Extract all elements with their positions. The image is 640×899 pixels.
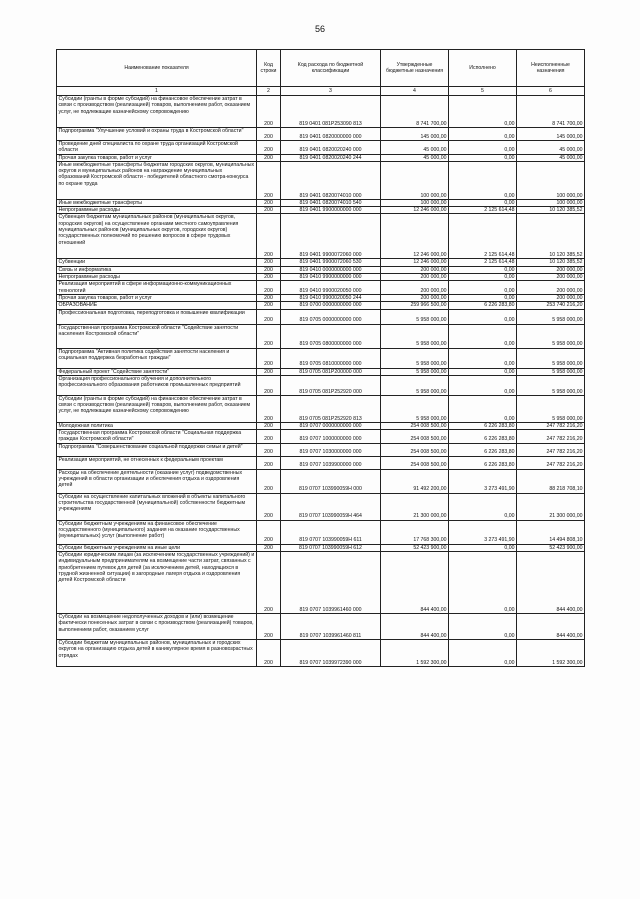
row-code: 200 [257,368,281,375]
executed-amount: 0,00 [449,493,517,520]
executed-amount: 0,00 [449,96,517,128]
table-row [57,544,585,551]
unexecuted-amount: 200 000,00 [517,274,585,281]
unexecuted-amount: 45 000,00 [517,154,585,161]
approved-amount: 844 400,00 [381,552,449,614]
executed-amount: 0,00 [449,368,517,375]
unexecuted-amount: 10 120 385,52 [517,207,585,214]
approved-amount: 200 000,00 [381,266,449,273]
indicator-name: Субвенции [57,259,257,266]
classification-code: 819 0401 9900072060 000 [281,214,381,259]
classification-code: 819 0705 0800000000 000 [281,324,381,348]
unexecuted-amount: 844 400,00 [517,552,585,614]
classification-code: 819 0705 081P252920 813 [281,395,381,422]
executed-amount: 6 226 283,80 [449,430,517,444]
approved-amount: 254 008 500,00 [381,443,449,456]
indicator-name: Иные межбюджетные трансферты [57,199,257,206]
table-row [57,520,585,544]
executed-amount: 6 226 283,80 [449,456,517,469]
unexecuted-amount: 247 782 216,20 [517,443,585,456]
approved-amount: 17 768 300,00 [381,520,449,544]
indicator-name: Организация профессионального обучения и дополнительного профессионального образования работников промышленных предприятий [57,375,257,395]
indicator-name: Субсидии юридическим лицам (за исключением государственных учреждений) и индивидуальным предпринимателям на возмещение части затрат, связанных с приобретением путевок для детей (за исключением детей, находящихся в трудной жизненной ситуации) в загородные лагеря отдыха и оздоровления детей Костромской области [57,552,257,614]
approved-amount: 200 000,00 [381,274,449,281]
unexecuted-amount: 200 000,00 [517,266,585,273]
classification-code: 819 0410 9900000000 000 [281,274,381,281]
approved-amount: 8 741 700,00 [381,96,449,128]
table-body [57,96,585,667]
executed-amount: 0,00 [449,552,517,614]
executed-amount: 0,00 [449,154,517,161]
approved-amount: 254 008 500,00 [381,456,449,469]
unexecuted-amount: 14 494 808,10 [517,520,585,544]
classification-code: 819 0705 081P200000 000 [281,368,381,375]
indicator-name: Связь и информатика [57,266,257,273]
approved-amount: 91 492 200,00 [381,469,449,493]
approved-amount: 45 000,00 [381,141,449,155]
unexecuted-amount: 5 958 000,00 [517,375,585,395]
unexecuted-amount: 8 741 700,00 [517,96,585,128]
approved-amount: 5 958 000,00 [381,324,449,348]
classification-code: 819 0410 9900020050 244 [281,294,381,301]
approved-amount: 12 246 000,00 [381,259,449,266]
row-code: 200 [257,456,281,469]
unexecuted-amount: 247 782 216,20 [517,422,585,429]
table-row [57,324,585,348]
executed-amount: 0,00 [449,375,517,395]
table-row [57,128,585,141]
unexecuted-amount: 145 000,00 [517,128,585,141]
approved-amount: 5 958 000,00 [381,375,449,395]
indicator-name: Субсидии на возмещение недополученных доходов и (или) возмещение фактически понесенных затрат в связи с производством (реализацией) товаров, выполнением работ, оказанием услуг [57,614,257,640]
executed-amount: 0,00 [449,274,517,281]
classification-code: 819 0410 9900020050 000 [281,281,381,295]
row-code: 200 [257,493,281,520]
classification-code: 819 0707 1039961460 811 [281,614,381,640]
executed-amount: 0,00 [449,640,517,667]
table-row [57,443,585,456]
row-code: 200 [257,324,281,348]
row-code: 200 [257,520,281,544]
unexecuted-amount: 88 218 708,10 [517,469,585,493]
approved-amount: 5 958 000,00 [381,368,449,375]
executed-amount: 0,00 [449,348,517,368]
executed-amount: 0,00 [449,141,517,155]
executed-amount: 6 226 283,80 [449,443,517,456]
table-row [57,96,585,128]
classification-code: 819 0401 0820020240 244 [281,154,381,161]
indicator-name: Прочая закупка товаров, работ и услуг [57,154,257,161]
unexecuted-amount: 5 958 000,00 [517,368,585,375]
header-unexecuted: Неисполненные назначения [517,50,585,87]
row-code: 200 [257,443,281,456]
row-code: 200 [257,274,281,281]
indicator-name: Прочая закупка товаров, работ и услуг [57,294,257,301]
row-code: 200 [257,141,281,155]
indicator-name: Государственная программа Костромской области "Социальная поддержка граждан Костромской области" [57,430,257,444]
column-number: 6 [517,87,585,96]
table-row [57,199,585,206]
row-code: 200 [257,266,281,273]
table-row [57,154,585,161]
row-code: 200 [257,294,281,301]
approved-amount: 100 000,00 [381,199,449,206]
table-row [57,348,585,368]
unexecuted-amount: 100 000,00 [517,199,585,206]
table-row [57,552,585,614]
indicator-name: Государственная программа Костромской области "Содействие занятости населения Костромской области" [57,324,257,348]
executed-amount: 0,00 [449,281,517,295]
approved-amount: 1 592 300,00 [381,640,449,667]
table-row [57,309,585,324]
unexecuted-amount: 844 400,00 [517,614,585,640]
classification-code: 819 0707 103990059Н 612 [281,544,381,551]
classification-code: 819 0707 103990059Н 611 [281,520,381,544]
classification-code: 819 0707 1039900000 000 [281,456,381,469]
column-number: 2 [257,87,281,96]
executed-amount: 0,00 [449,266,517,273]
row-code: 200 [257,422,281,429]
executed-amount: 3 273 491,90 [449,469,517,493]
classification-code: 819 0707 1039972390 000 [281,640,381,667]
table-row [57,141,585,155]
header-row-code: Код строки [257,50,281,87]
indicator-name: Субсидии бюджетам муниципальных районов, муниципальных и городских округов на организацию отдыха детей в каникулярное время в разновозрастных отрядах [57,640,257,667]
indicator-name: Субсидии (гранты в форме субсидий) на финансовое обеспечение затрат в связи с производством (реализацией) товаров, выполнением работ, оказанием услуг, не подлежащие казначейскому сопровождению [57,395,257,422]
executed-amount: 3 273 491,90 [449,520,517,544]
column-number: 4 [381,87,449,96]
unexecuted-amount: 100 000,00 [517,161,585,199]
table-row [57,430,585,444]
header-classification-code: Код расхода по бюджетной классификации [281,50,381,87]
indicator-name: Подпрограмма "Совершенствование социальной поддержки семьи и детей" [57,443,257,456]
executed-amount: 6 226 283,80 [449,422,517,429]
table-row [57,281,585,295]
classification-code: 819 0707 103990059Н 000 [281,469,381,493]
indicator-name: Профессиональная подготовка, переподготовка и повышение квалификации [57,309,257,324]
header-indicator-name: Наименование показателя [57,50,257,87]
unexecuted-amount: 52 423 900,00 [517,544,585,551]
classification-code: 819 0707 0000000000 000 [281,422,381,429]
table-row [57,214,585,259]
unexecuted-amount: 200 000,00 [517,281,585,295]
row-code: 200 [257,207,281,214]
table-row [57,456,585,469]
row-code: 200 [257,154,281,161]
page-number: 56 [314,24,325,34]
indicator-name: Реализация мероприятий, не отнесенных к федеральным проектам [57,456,257,469]
indicator-name: Федеральный проект "Содействие занятости" [57,368,257,375]
unexecuted-amount: 10 120 385,52 [517,259,585,266]
approved-amount: 844 400,00 [381,614,449,640]
indicator-name: Субсидии на осуществление капитальных вложений в объекты капитального строительства государственной (муниципальной) собственности бюджетным учреждениям [57,493,257,520]
executed-amount: 2 125 614,48 [449,207,517,214]
approved-amount: 145 000,00 [381,128,449,141]
classification-code: 819 0401 9900072060 530 [281,259,381,266]
unexecuted-amount: 5 958 000,00 [517,309,585,324]
approved-amount: 5 958 000,00 [381,348,449,368]
classification-code: 819 0707 1000000000 000 [281,430,381,444]
executed-amount: 0,00 [449,161,517,199]
column-number-row [57,87,585,96]
executed-amount: 0,00 [449,309,517,324]
classification-code: 819 0707 1039961460 000 [281,552,381,614]
indicator-name: Субсидии бюджетным учреждениям на финансовое обеспечение государственного (муниципального) задания на оказание государственных (муниципальных) услуг (выполнение работ) [57,520,257,544]
column-number: 5 [449,87,517,96]
approved-amount: 100 000,00 [381,161,449,199]
indicator-name: Субсидии бюджетным учреждениям на иные цели [57,544,257,551]
header-row [57,50,585,87]
table-row [57,640,585,667]
classification-code: 819 0707 1030000000 000 [281,443,381,456]
row-code: 200 [257,348,281,368]
unexecuted-amount: 1 592 300,00 [517,640,585,667]
table-row [57,266,585,273]
classification-code: 819 0401 9900000000 000 [281,207,381,214]
header-executed: Исполнено [449,50,517,87]
table-row [57,274,585,281]
indicator-name: ОБРАЗОВАНИЕ [57,302,257,309]
indicator-name: Субвенция бюджетам муниципальных районов (муниципальных округов, городских округов) на осуществление органами местного самоуправления муниципальных районов (муниципальных округов, городских округов) государственных полномочий по решению вопросов в сфере трудовых отношений [57,214,257,259]
column-number: 1 [57,87,257,96]
column-number: 3 [281,87,381,96]
approved-amount: 5 958 000,00 [381,395,449,422]
classification-code: 819 0705 0000000000 000 [281,309,381,324]
approved-amount: 5 958 000,00 [381,309,449,324]
executed-amount: 0,00 [449,199,517,206]
approved-amount: 259 966 500,00 [381,302,449,309]
indicator-name: Иные межбюджетные трансферты бюджетам городских округов, муниципальных округов и муниципальных районов на награждение муниципальных образований Костромской области - победителей областного смотра-конкурса по охране труда [57,161,257,199]
row-code: 200 [257,199,281,206]
table-row [57,207,585,214]
row-code: 200 [257,281,281,295]
approved-amount: 21 300 000,00 [381,493,449,520]
table-row [57,375,585,395]
executed-amount: 2 125 614,48 [449,214,517,259]
row-code: 200 [257,395,281,422]
executed-amount: 0,00 [449,294,517,301]
unexecuted-amount: 5 958 000,00 [517,324,585,348]
indicator-name: Подпрограмма "Активная политика содействия занятости населения и социальная поддержка безработных граждан" [57,348,257,368]
unexecuted-amount: 21 300 000,00 [517,493,585,520]
unexecuted-amount: 247 782 216,20 [517,430,585,444]
executed-amount: 6 226 283,80 [449,302,517,309]
classification-code: 819 0700 0000000000 000 [281,302,381,309]
indicator-name: Непрограммные расходы [57,274,257,281]
table-row [57,302,585,309]
row-code: 200 [257,161,281,199]
executed-amount: 0,00 [449,395,517,422]
indicator-name: Проведение дней специалиста по охране труда организаций Костромской области [57,141,257,155]
header-approved: Утвержденные бюджетные назначения [381,50,449,87]
executed-amount: 0,00 [449,544,517,551]
row-code: 200 [257,469,281,493]
row-code: 200 [257,430,281,444]
approved-amount: 254 008 500,00 [381,422,449,429]
approved-amount: 200 000,00 [381,294,449,301]
classification-code: 819 0705 0810000000 000 [281,348,381,368]
table-row [57,614,585,640]
unexecuted-amount: 10 120 385,52 [517,214,585,259]
row-code: 200 [257,309,281,324]
unexecuted-amount: 45 000,00 [517,141,585,155]
table-row [57,469,585,493]
executed-amount: 0,00 [449,128,517,141]
table-row [57,294,585,301]
row-code: 200 [257,214,281,259]
executed-amount: 0,00 [449,614,517,640]
classification-code: 819 0705 081P252920 000 [281,375,381,395]
executed-amount: 0,00 [449,324,517,348]
indicator-name: Молодежная политика [57,422,257,429]
classification-code: 819 0401 0820074010 000 [281,161,381,199]
approved-amount: 254 008 500,00 [381,430,449,444]
indicator-name: Подпрограмма "Улучшение условий и охраны труда в Костромской области" [57,128,257,141]
classification-code: 819 0401 0820000000 000 [281,128,381,141]
classification-code: 819 0410 0000000000 000 [281,266,381,273]
row-code: 200 [257,614,281,640]
table-row [57,259,585,266]
table-row [57,161,585,199]
table-row [57,395,585,422]
row-code: 200 [257,640,281,667]
row-code: 200 [257,375,281,395]
unexecuted-amount: 5 958 000,00 [517,348,585,368]
approved-amount: 200 000,00 [381,281,449,295]
unexecuted-amount: 253 740 216,20 [517,302,585,309]
budget-execution-table [56,49,585,667]
unexecuted-amount: 200 000,00 [517,294,585,301]
row-code: 200 [257,544,281,551]
table-row [57,493,585,520]
unexecuted-amount: 5 958 000,00 [517,395,585,422]
indicator-name: Реализация мероприятий в сфере информационно-коммуникационных технологий [57,281,257,295]
table-row [57,368,585,375]
classification-code: 819 0401 0820074010 540 [281,199,381,206]
indicator-name: Расходы на обеспечение деятельности (оказание услуг) подведомственных учреждений в области организации и обеспечения отдыха и оздоровления детей [57,469,257,493]
executed-amount: 2 125 614,48 [449,259,517,266]
approved-amount: 45 000,00 [381,154,449,161]
row-code: 200 [257,96,281,128]
approved-amount: 12 246 000,00 [381,207,449,214]
row-code: 200 [257,552,281,614]
table-row [57,422,585,429]
classification-code: 819 0707 103990059Н 464 [281,493,381,520]
classification-code: 819 0401 081P253090 813 [281,96,381,128]
approved-amount: 12 246 000,00 [381,214,449,259]
unexecuted-amount: 247 782 216,20 [517,456,585,469]
indicator-name: Непрограммные расходы [57,207,257,214]
classification-code: 819 0401 0820020240 000 [281,141,381,155]
approved-amount: 52 423 900,00 [381,544,449,551]
indicator-name: Субсидии (гранты в форме субсидий) на финансовое обеспечение затрат в связи с производством (реализацией) товаров, выполнением работ, оказанием услуг, не подлежащие казначейскому сопровождению [57,96,257,128]
row-code: 200 [257,259,281,266]
row-code: 200 [257,302,281,309]
row-code: 200 [257,128,281,141]
